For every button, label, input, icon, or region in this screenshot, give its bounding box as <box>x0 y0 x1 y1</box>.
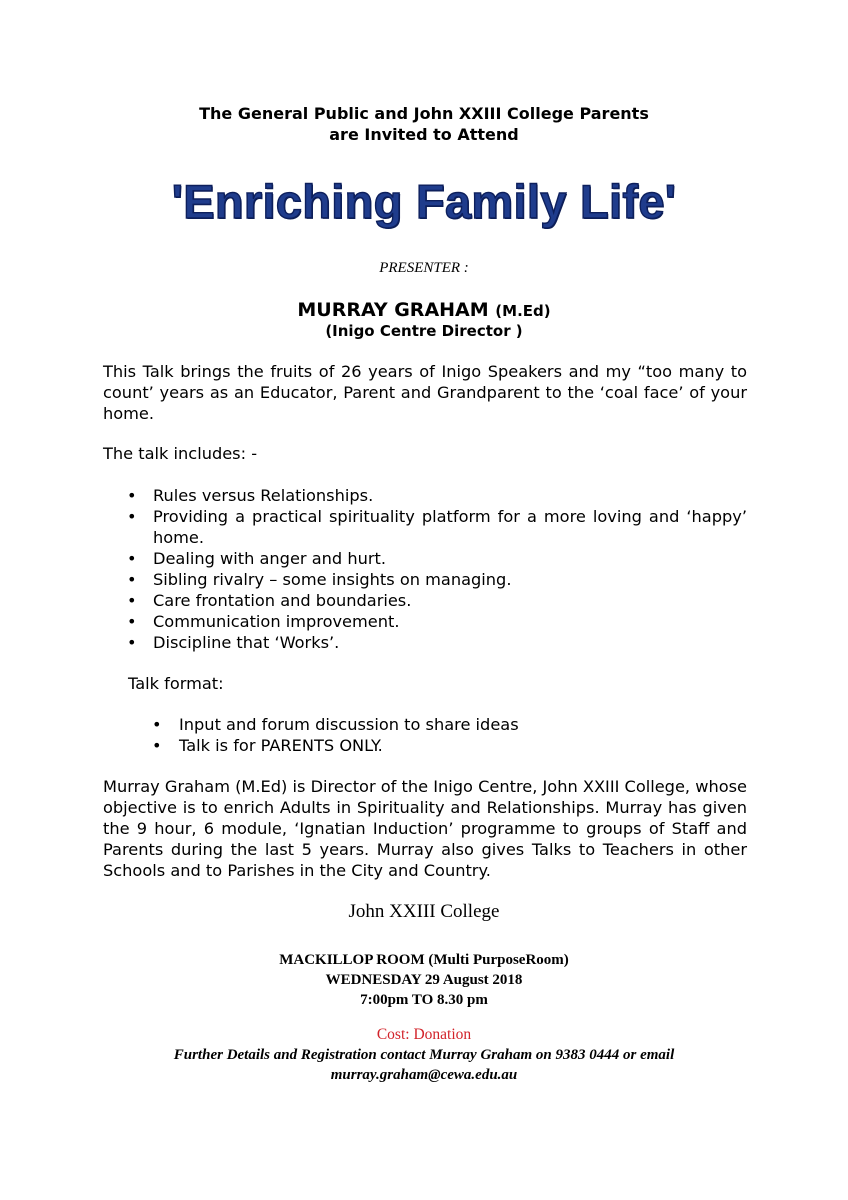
includes-label: The talk includes: - <box>103 444 258 463</box>
invite-heading <box>0 103 848 145</box>
presenter-label: PRESENTER : <box>379 260 469 276</box>
topics-list <box>103 485 747 653</box>
intro-paragraph: This Talk brings the fruits of 26 years of Inigo Speakers and my “too many to count’ years as an Educator, Parent and Grandparent to the ‘coal face’ of your home. <box>103 362 747 423</box>
list-item: • Talk is for PARENTS ONLY. <box>128 735 748 756</box>
registration-contact: Further Details and Registration contact Murray Graham on 9383 0444 or email <box>173 1047 675 1063</box>
presenter-role: (Inigo Centre Director ) <box>325 322 523 340</box>
list-item: • Care frontation and boundaries. <box>103 590 747 611</box>
presenter-name-line <box>0 299 848 321</box>
list-item: • Communication improvement. <box>103 611 747 632</box>
format-label: Talk format: <box>128 674 224 693</box>
list-item: • Input and forum discussion to share ideas <box>128 714 748 735</box>
bio-paragraph: Murray Graham (M.Ed) is Director of the Inigo Centre, John XXIII College, whose objective is to enrich Adults in Spirituality and Relationships. Murray has given the 9 hour, 6 module, ‘Ignatian Induction’ programme to groups of Staff and Parents during the last 5 years. Murray also gives Talks to Teachers in other Schools and to Parishes in the City and Country. <box>103 777 747 880</box>
list-item: • Sibling rivalry – some insights on managing. <box>103 569 747 590</box>
event-date: WEDNESDAY 29 August 2018 <box>325 972 523 988</box>
presenter-credential: (M.Ed) <box>495 302 551 320</box>
event-time: 7:00pm TO 8.30 pm <box>360 992 488 1008</box>
contact-email[interactable]: murray.graham@cewa.edu.au <box>330 1067 518 1083</box>
event-room: MACKILLOP ROOM (Multi PurposeRoom) <box>279 952 569 968</box>
event-details <box>0 950 848 1010</box>
invite-line-1: The General Public and John XXIII College Parents <box>199 104 649 123</box>
format-list <box>128 714 748 756</box>
cost-text: Cost: Donation <box>376 1026 472 1043</box>
presenter-name: MURRAY GRAHAM <box>297 299 489 321</box>
registration-details <box>0 1045 848 1085</box>
list-item: • Providing a practical spirituality platform for a more loving and ‘happy’ home. <box>103 506 747 548</box>
list-item: • Rules versus Relationships. <box>103 485 747 506</box>
list-item: • Discipline that ‘Works’. <box>103 632 747 653</box>
college-name: John XXIII College <box>348 901 500 922</box>
event-title: 'Enriching Family Life' <box>171 175 677 228</box>
list-item: • Dealing with anger and hurt. <box>103 548 747 569</box>
invite-line-2: are Invited to Attend <box>329 125 519 144</box>
